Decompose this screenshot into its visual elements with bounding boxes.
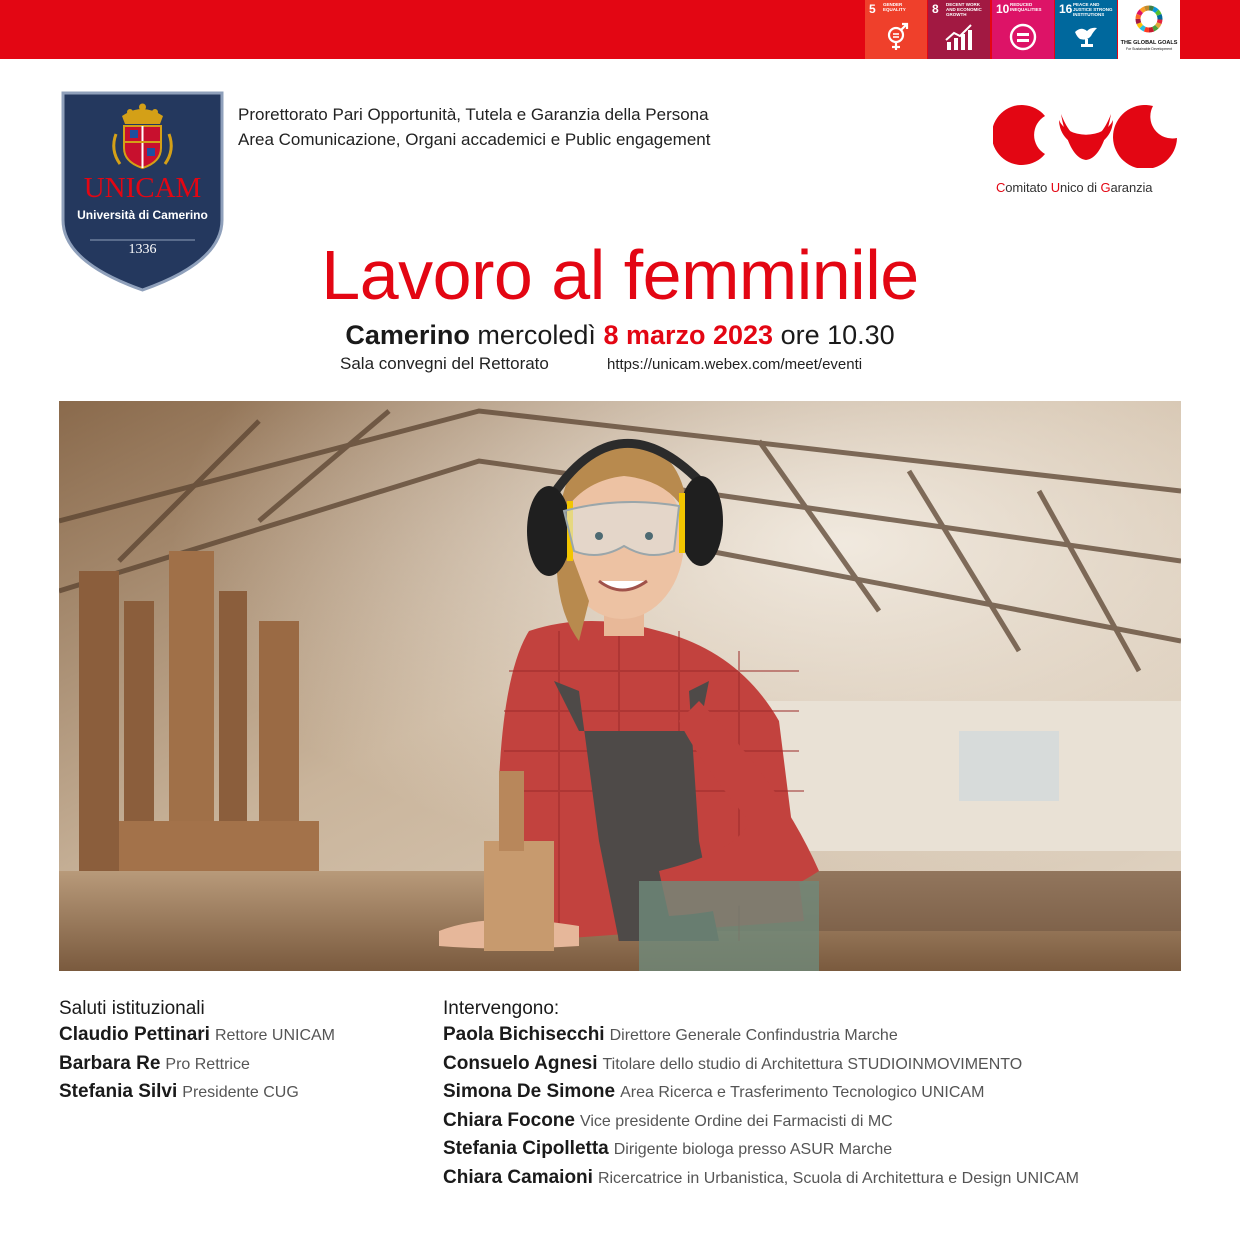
sdg-label: REDUCED INEQUALITIES — [1010, 2, 1042, 12]
list-item: Chiara Focone Vice presidente Ordine dei Farmacisti di MC — [443, 1109, 893, 1131]
sdg-goal-8-tile — [928, 0, 990, 59]
event-time: ore 10.30 — [780, 320, 895, 350]
saluti-heading: Saluti istituzionali — [59, 998, 205, 1019]
cug-logo — [993, 102, 1179, 168]
sdg-number: 10 — [996, 2, 1010, 16]
department-line: Prorettorato Pari Opportunità, Tutela e Garanzia della Persona — [238, 105, 709, 124]
top-banner — [0, 0, 1240, 59]
event-weekday: mercoledì — [477, 320, 596, 350]
sdg-number: 16 — [1059, 2, 1073, 16]
dove-gavel-icon — [1071, 22, 1101, 52]
department-info — [238, 102, 710, 152]
sdg-label: PEACE AND JUSTICE STRONG INSTITUTIONS — [1073, 2, 1113, 17]
sdg-goal-16-tile — [1055, 0, 1117, 59]
sdg-goal-5-tile — [865, 0, 927, 59]
list-item: Barbara Re Pro Rettrice — [59, 1052, 250, 1074]
event-date: 8 marzo 2023 — [603, 320, 774, 350]
list-item: Stefania Cipolletta Dirigente biologa presso ASUR Marche — [443, 1138, 893, 1159]
list-item: Consuelo Agnesi Titolare dello studio di Architettura STUDIOINMOVIMENTO — [443, 1052, 1023, 1074]
reduced-inequalities-icon — [1008, 22, 1038, 52]
global-goals-tile — [1118, 0, 1180, 59]
unicam-founding-year: 1336 — [128, 242, 157, 257]
list-item: Chiara Camaioni Ricercatrice in Urbanistica, Scuola di Architettura e Design UNICAM — [443, 1166, 1080, 1188]
department-line: Area Comunicazione, Organi accademici e Public engagement — [238, 130, 711, 149]
sdg-number: 5 — [869, 2, 876, 16]
list-item: Simona De Simone Area Ricerca e Trasferimento Tecnologico UNICAM — [443, 1081, 985, 1102]
global-goals-label: THE GLOBAL GOALS — [1120, 40, 1178, 46]
global-goals-subtitle: For Sustainable Development — [1125, 47, 1173, 51]
list-item: Claudio Pettinari Rettore UNICAM — [59, 1024, 335, 1045]
sdg-label: GENDER EQUALITY — [883, 2, 906, 12]
saluti-section — [59, 997, 439, 1107]
unicam-name: UNICAM — [83, 172, 202, 204]
event-venue: Sala convegni del Rettorato — [340, 354, 549, 373]
sdg-label: DECENT WORK AND ECONOMIC GROWTH — [946, 2, 982, 17]
list-item: Stefania Silvi Presidente CUG — [59, 1081, 299, 1102]
unicam-full-name: Università di Camerino — [77, 208, 208, 222]
event-url[interactable]: https://unicam.webex.com/meet/eventi — [607, 356, 863, 373]
cug-caption: Comitato Unico di Garanzia — [996, 180, 1153, 195]
interventi-heading: Intervengono: — [443, 998, 560, 1019]
growth-chart-icon — [944, 22, 974, 52]
workshop-photo — [59, 401, 1181, 971]
list-item: Paola Bichisecchi Direttore Generale Confindustria Marche — [443, 1024, 898, 1045]
event-dateline — [0, 317, 1240, 353]
event-title: Lavoro al femminile — [321, 236, 919, 314]
sdg-number: 8 — [932, 2, 939, 16]
gender-equality-icon — [881, 22, 911, 52]
event-city: Camerino — [345, 320, 470, 350]
interventi-section — [443, 997, 1223, 1192]
global-goals-wheel-icon — [1134, 4, 1164, 34]
sdg-goal-10-tile — [992, 0, 1054, 59]
